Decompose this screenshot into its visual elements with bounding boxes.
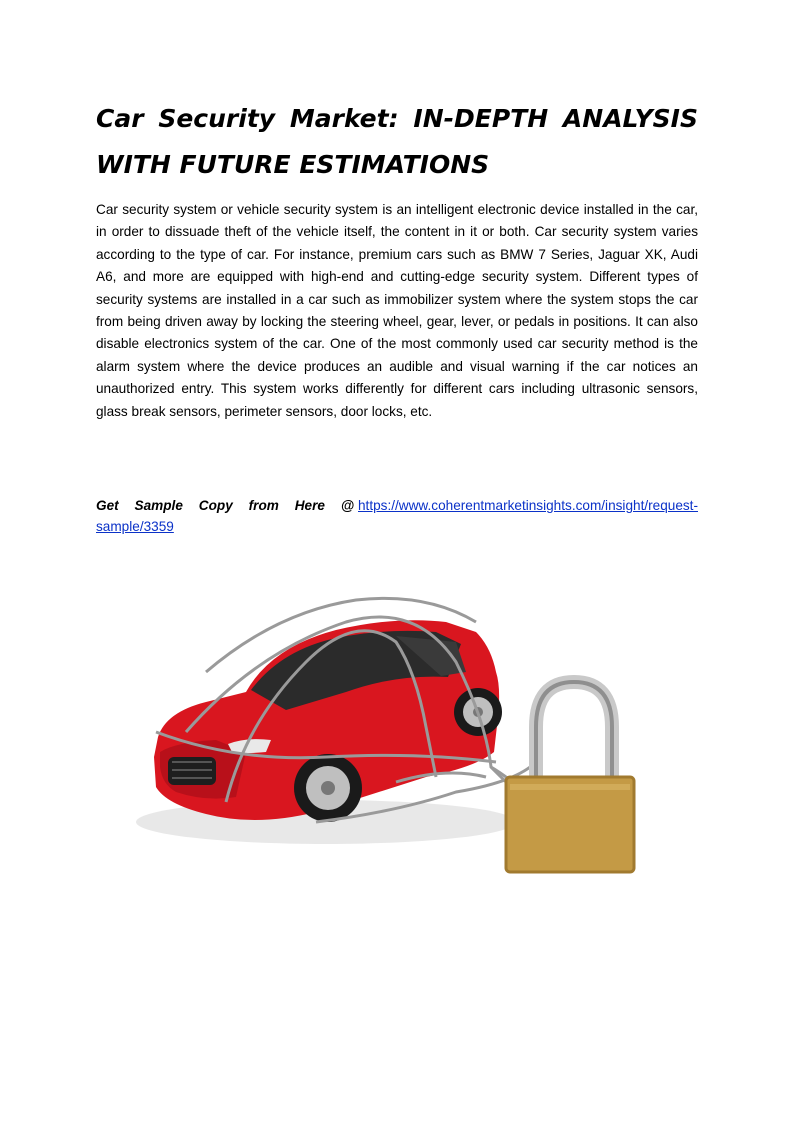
red-car-icon — [154, 620, 502, 822]
padlock-icon — [506, 682, 634, 872]
sample-copy-label: Get Sample Copy from Here @ — [96, 498, 355, 513]
page-title: Car Security Market: IN-DEPTH ANALYSIS WITH FUTURE ESTIMATIONS — [96, 104, 698, 179]
car-lock-illustration — [96, 552, 703, 897]
sample-copy-link[interactable]: https://www.coherentmarketinsights.com/insight/request-sample/3359 — [96, 498, 698, 534]
body-paragraph: Car security system or vehicle security system is an intelligent electronic device installed in the car, in order to dissuade theft of the vehicle itself, the content in it or both. Car security system varies according to the type of car. For instance, premium cars such as BMW 7 Series, Jaguar XK, Audi A6, and more are equipped with high-end and cutting-edge security system. Different types of security systems are installed in a car such as immobilizer system where the system stops the car from being driven away by locking the steering wheel, gear, lever, or pedals in positions. It can also disable electronics system of the car. One of the most commonly used car security method is the alarm system where the device produces an audible and visual warning if the car notices an unauthorized entry. This system works differently for different cars including ultrasonic sensors, glass break sensors, perimeter sensors, door locks, etc. — [96, 202, 698, 419]
sample-copy-line — [96, 495, 698, 537]
